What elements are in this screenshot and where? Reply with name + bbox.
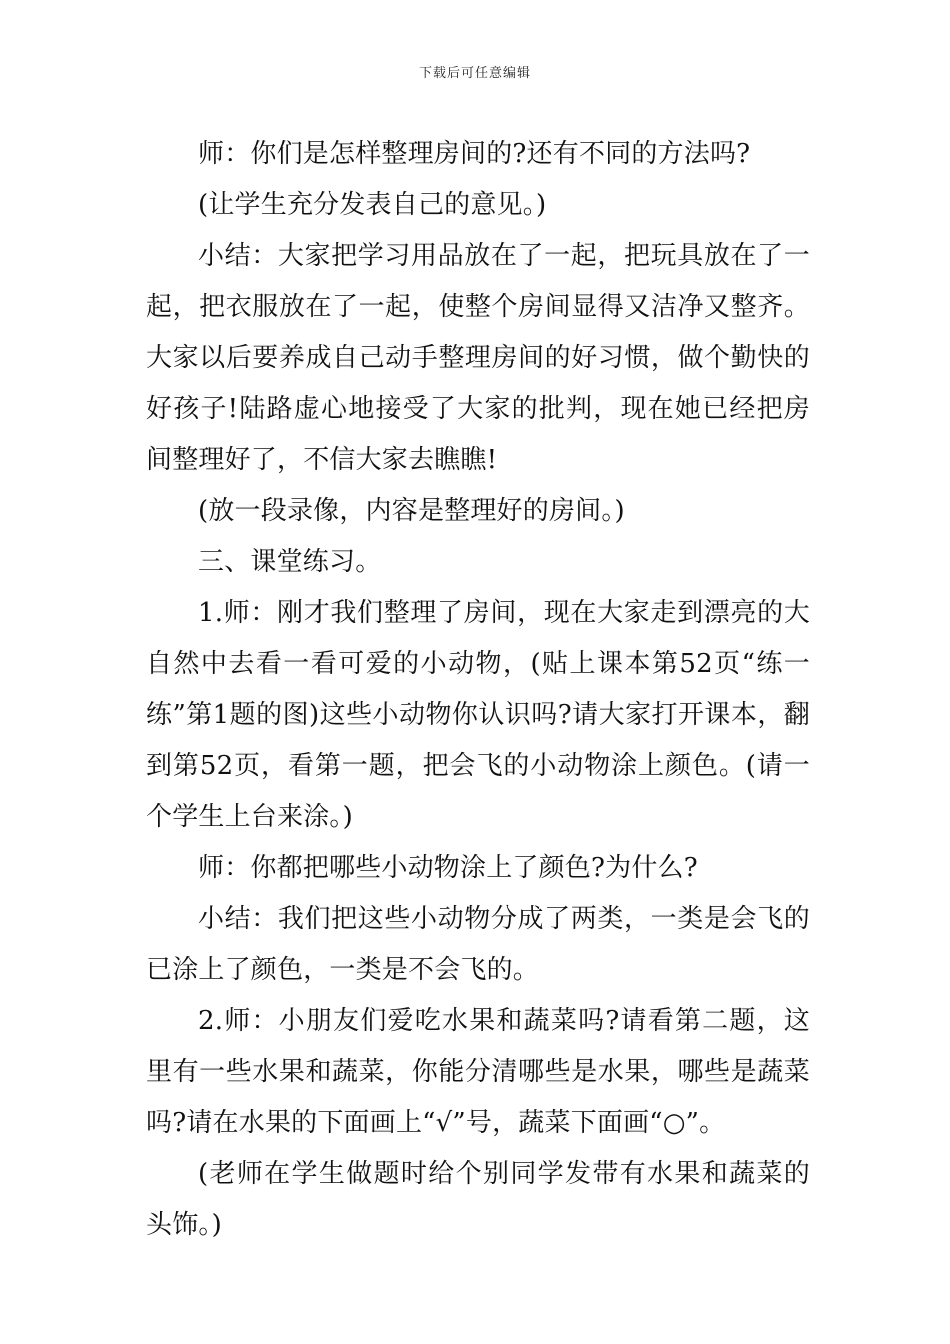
paragraph-summary-room: 小结：大家把学习用品放在了一起，把玩具放在了一起，把衣服放在了一起，使整个房间显得又洁净又整齐。大家以后要养成自己动手整理房间的好习惯，做个勤快的好孩子!陆路虚心地接受了大家的批判，现在她已经把房间整理好了，不信大家去瞧瞧! [146, 241, 810, 475]
section-heading-practice: 三、课堂练习。 [198, 547, 382, 577]
document-body [146, 129, 810, 1251]
paragraph-teacher-followup: 师：你都把哪些小动物涂上了颜色?为什么? [198, 853, 698, 883]
paragraph-video-note: (放一段录像，内容是整理好的房间。) [198, 496, 625, 526]
paragraph-exercise-2: 2.师：小朋友们爱吃水果和蔬菜吗?请看第二题，这里有一些水果和蔬菜，你能分清哪些是水果，哪些是蔬菜吗?请在水果的下面画上“√”号，蔬菜下面画“○”。 [146, 1006, 810, 1138]
paragraph-teacher-question: 师：你们是怎样整理房间的?还有不同的方法吗? [198, 139, 751, 169]
paragraph-headwear-note: (老师在学生做题时给个别同学发带有水果和蔬菜的头饰。) [146, 1159, 810, 1240]
paragraph-student-discussion: (让学生充分发表自己的意见。) [198, 190, 547, 220]
paragraph-exercise-1: 1.师：刚才我们整理了房间，现在大家走到漂亮的大自然中去看一看可爱的小动物，(贴上课本第52页“练一练”第1题的图)这些小动物你认识吗?请大家打开课本，翻到第52页，看第一题，把会飞的小动物涂上颜色。(请一个学生上台来涂。) [146, 598, 810, 832]
paragraph-summary-animals: 小结：我们把这些小动物分成了两类，一类是会飞的已涂上了颜色，一类是不会飞的。 [146, 904, 810, 985]
page-header-note: 下载后可任意编辑 [418, 66, 531, 81]
